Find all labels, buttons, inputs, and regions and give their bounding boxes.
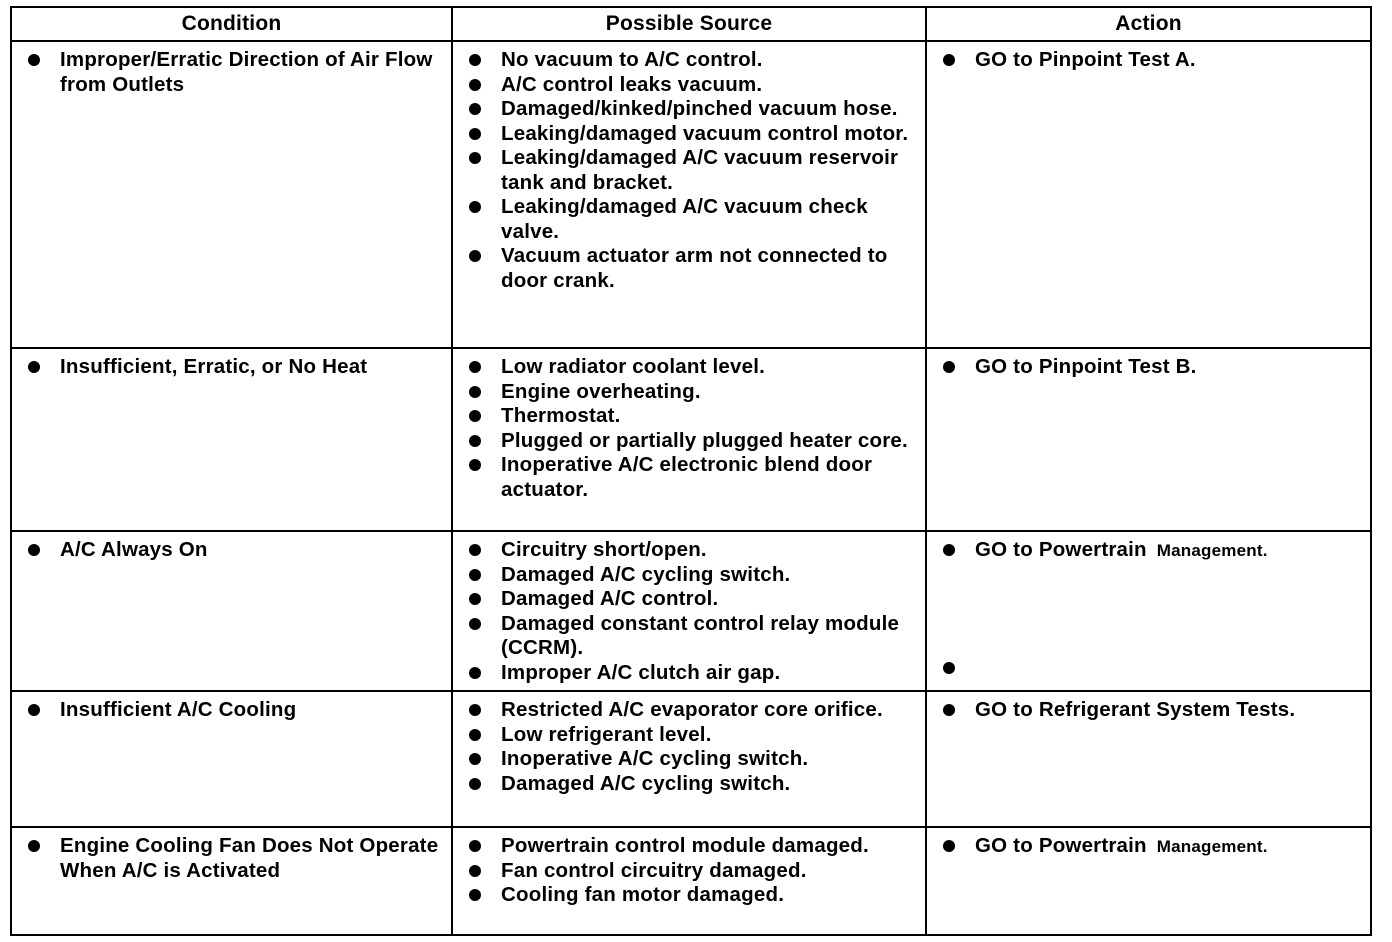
- source-cell: [452, 531, 926, 691]
- header-condition: Condition: [11, 7, 452, 41]
- list-item: [463, 453, 917, 502]
- action-suffix: Management.: [1156, 837, 1268, 856]
- condition-cell: [11, 827, 452, 935]
- action-text: GO to Powertrain: [975, 834, 1147, 857]
- bullet-icon: [469, 889, 481, 901]
- action-text: GO to Refrigerant System Tests.: [975, 698, 1296, 721]
- bullet-icon: [469, 54, 481, 66]
- action-cell: [926, 531, 1371, 691]
- bullet-icon: [943, 54, 955, 66]
- list-item: [463, 859, 917, 884]
- bullet-icon: [469, 667, 481, 679]
- source-text: Leaking/damaged A/C vacuum check valve.: [501, 195, 868, 243]
- bullet-icon: [28, 361, 40, 373]
- symptom-table: [10, 6, 1372, 936]
- bullet-icon: [469, 840, 481, 852]
- list-item: [463, 883, 917, 908]
- list-item: [463, 48, 917, 73]
- bullet-icon: [28, 54, 40, 66]
- condition-text: Insufficient, Erratic, or No Heat: [60, 355, 368, 378]
- action-cell: [926, 41, 1371, 348]
- source-text: Inoperative A/C cycling switch.: [501, 747, 809, 770]
- table-row: [11, 41, 1371, 348]
- source-text: Low refrigerant level.: [501, 722, 712, 746]
- list-item: [463, 563, 917, 588]
- bullet-icon: [943, 662, 955, 674]
- source-text: Low radiator coolant level.: [501, 355, 765, 378]
- bullet-icon: [28, 840, 40, 852]
- source-text: Damaged/kinked/pinched vacuum hose.: [501, 97, 898, 120]
- source-text: Plugged or partially plugged heater core.: [501, 428, 908, 452]
- bullet-icon: [469, 250, 481, 262]
- source-cell: [452, 691, 926, 827]
- condition-text: Insufficient A/C Cooling: [60, 698, 297, 721]
- bullet-icon: [469, 128, 481, 140]
- diagnosis-chart: [10, 6, 1370, 936]
- source-text: No vacuum to A/C control.: [501, 48, 763, 71]
- bullet-icon: [28, 704, 40, 716]
- list-item: [463, 380, 917, 405]
- list-item: [937, 48, 1362, 73]
- table-row: [11, 348, 1371, 531]
- bullet-icon: [469, 865, 481, 877]
- list-item: [463, 73, 917, 98]
- list-item: [22, 355, 443, 380]
- source-text: Improper A/C clutch air gap.: [501, 660, 781, 684]
- condition-cell: [11, 41, 452, 348]
- list-item: [937, 656, 1362, 681]
- list-item: [463, 538, 917, 563]
- action-cell: [926, 827, 1371, 935]
- source-text: Thermostat.: [501, 404, 621, 427]
- source-text: A/C control leaks vacuum.: [501, 72, 763, 96]
- list-item: [463, 404, 917, 429]
- bullet-icon: [469, 704, 481, 716]
- source-text: Damaged constant control relay module (CCRM).: [501, 611, 900, 659]
- source-cell: [452, 41, 926, 348]
- list-item: [463, 355, 917, 380]
- source-text: Inoperative A/C electronic blend door actuator.: [501, 453, 873, 501]
- list-item: [463, 122, 917, 147]
- table-row: [11, 691, 1371, 827]
- bullet-icon: [469, 544, 481, 556]
- list-item: [463, 723, 917, 748]
- list-item: [463, 195, 917, 244]
- bullet-icon: [943, 840, 955, 852]
- list-item: [937, 538, 1362, 564]
- list-item: [22, 698, 443, 723]
- condition-text: Improper/Erratic Direction of Air Flow from Outlets: [60, 48, 433, 96]
- action-cell: [926, 348, 1371, 531]
- bullet-icon: [469, 729, 481, 741]
- header-possible-source: Possible Source: [452, 7, 926, 41]
- bullet-icon: [469, 152, 481, 164]
- table-row: [11, 827, 1371, 935]
- list-item: [463, 698, 917, 723]
- bullet-icon: [469, 459, 481, 471]
- bullet-icon: [469, 386, 481, 398]
- source-text: Circuitry short/open.: [501, 538, 707, 561]
- action-cell: [926, 691, 1371, 827]
- list-item: [463, 587, 917, 612]
- source-text: Damaged A/C control.: [501, 587, 719, 610]
- bullet-icon: [943, 544, 955, 556]
- bullet-icon: [469, 753, 481, 765]
- source-cell: [452, 827, 926, 935]
- source-text: Damaged A/C cycling switch.: [501, 562, 791, 586]
- bullet-icon: [469, 410, 481, 422]
- list-item: [463, 661, 917, 686]
- action-text: GO to Pinpoint Test A.: [975, 48, 1196, 71]
- header-row: [11, 7, 1371, 41]
- source-text: Leaking/damaged vacuum control motor.: [501, 121, 909, 145]
- bullet-icon: [943, 704, 955, 716]
- action-text: GO to Powertrain: [975, 538, 1147, 561]
- source-text: Cooling fan motor damaged.: [501, 883, 785, 906]
- action-suffix: Management.: [1156, 541, 1268, 560]
- bullet-icon: [469, 618, 481, 630]
- source-text: Leaking/damaged A/C vacuum reservoir tank and bracket.: [501, 146, 899, 194]
- list-item: [937, 355, 1362, 380]
- bullet-icon: [469, 201, 481, 213]
- list-item: [463, 747, 917, 772]
- list-item: [22, 48, 443, 97]
- bullet-icon: [469, 79, 481, 91]
- list-item: [463, 146, 917, 195]
- source-cell: [452, 348, 926, 531]
- list-item: [463, 429, 917, 454]
- source-text: Engine overheating.: [501, 379, 701, 403]
- table-row: [11, 531, 1371, 691]
- condition-text: A/C Always On: [60, 538, 208, 561]
- list-item: [463, 244, 917, 293]
- bullet-icon: [469, 569, 481, 581]
- list-item: [463, 97, 917, 122]
- bullet-icon: [469, 361, 481, 373]
- condition-text: Engine Cooling Fan Does Not Operate When A/C is Activated: [60, 834, 439, 882]
- bullet-icon: [28, 544, 40, 556]
- source-text: Restricted A/C evaporator core orifice.: [501, 698, 883, 721]
- bullet-icon: [469, 593, 481, 605]
- bullet-icon: [469, 778, 481, 790]
- bullet-icon: [943, 361, 955, 373]
- source-text: Powertrain control module damaged.: [501, 834, 869, 857]
- list-item: [22, 834, 443, 883]
- source-text: Damaged A/C cycling switch.: [501, 771, 791, 795]
- condition-cell: [11, 531, 452, 691]
- source-text: Vacuum actuator arm not connected to door crank.: [501, 244, 888, 292]
- bullet-icon: [469, 103, 481, 115]
- list-item: [463, 834, 917, 859]
- condition-cell: [11, 691, 452, 827]
- list-item: [463, 612, 917, 661]
- header-action: Action: [926, 7, 1371, 41]
- source-text: Fan control circuitry damaged.: [501, 858, 807, 882]
- list-item: [463, 772, 917, 797]
- list-item: [22, 538, 443, 563]
- condition-cell: [11, 348, 452, 531]
- list-item: [937, 834, 1362, 860]
- bullet-icon: [469, 435, 481, 447]
- action-text: GO to Pinpoint Test B.: [975, 355, 1197, 378]
- list-item: [937, 698, 1362, 723]
